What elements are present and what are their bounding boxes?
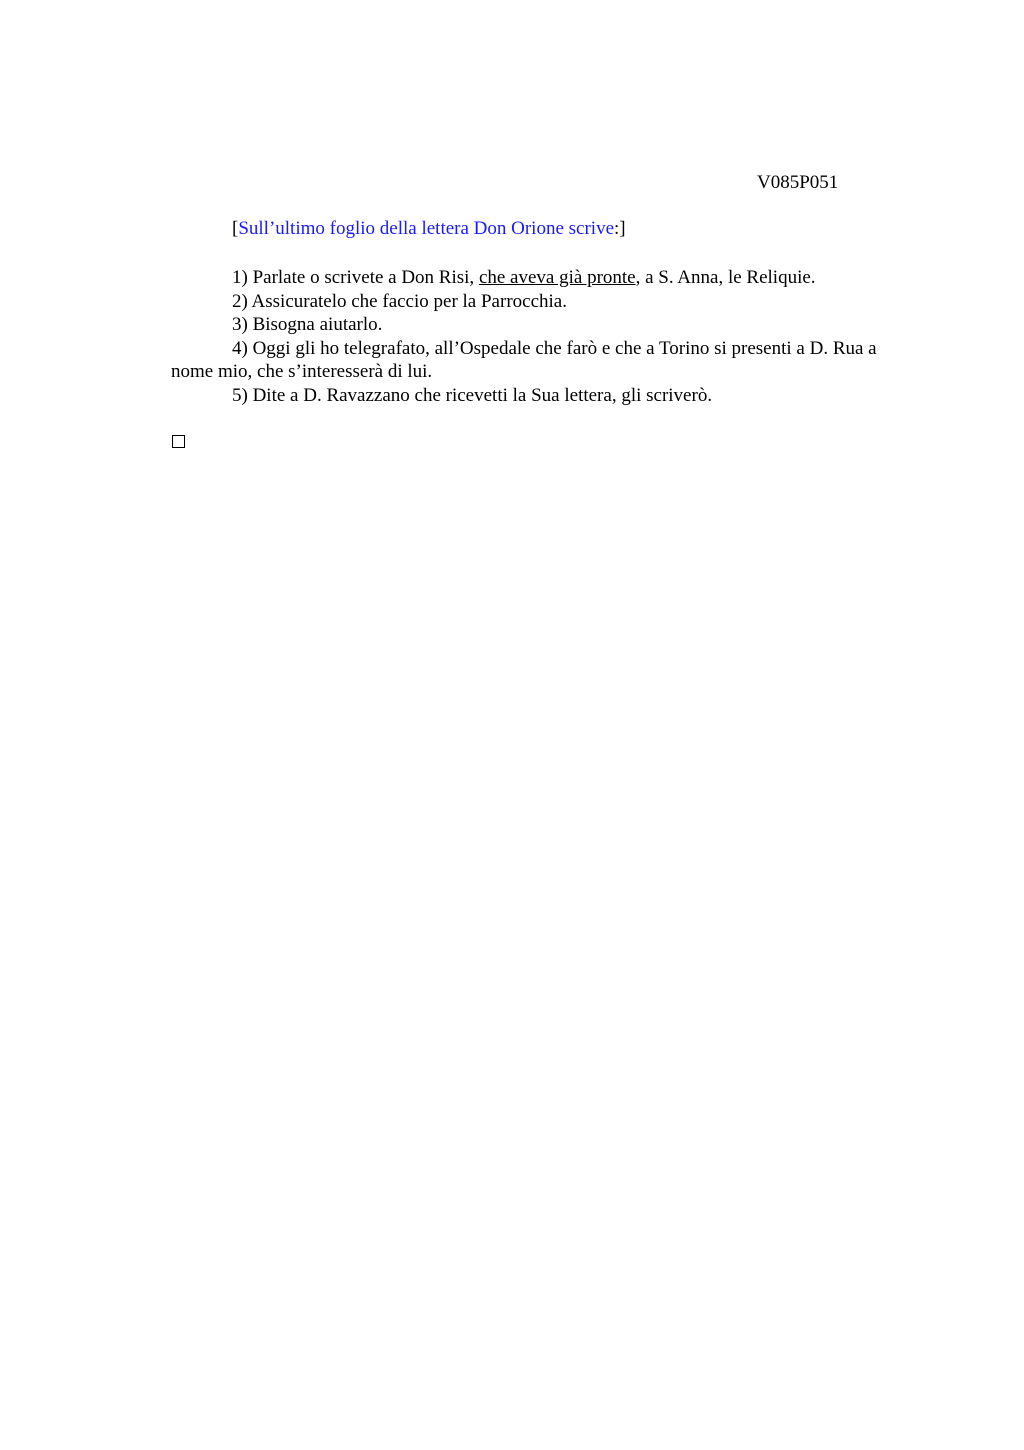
note-close-bracket: :] [614,218,626,239]
note-open-bracket: [ [232,218,239,239]
empty-square-icon [172,435,185,448]
list-item-5: 5) Dite a D. Ravazzano che ricevetti la Sua lettera, gli scriverò. [232,384,713,406]
list-item-4: 4) Oggi gli ho telegrafato, all’Ospedale che farò e che a Torino si presenti a D. Rua a nome mio, che s’interesserà di lui. [171,337,877,383]
list-item-3: 3) Bisogna aiutarlo. [232,314,383,336]
item-1-prefix: 1) Parlate o scrivete a Don Risi, [232,267,479,288]
item-1-underlined: che aveva già pronte [478,267,636,288]
list-item-2: 2) Assicuratelo che faccio per la Parrocchia. [232,290,567,312]
item-1-suffix: , a S. Anna, le Reliquie. [635,267,816,288]
list-item-1 [171,266,921,290]
page-code: V085P051 [757,172,839,193]
note-text: Sull’ultimo foglio della lettera Don Orione scrive [238,218,615,239]
letter-items [171,266,921,408]
editorial-note [232,218,626,240]
